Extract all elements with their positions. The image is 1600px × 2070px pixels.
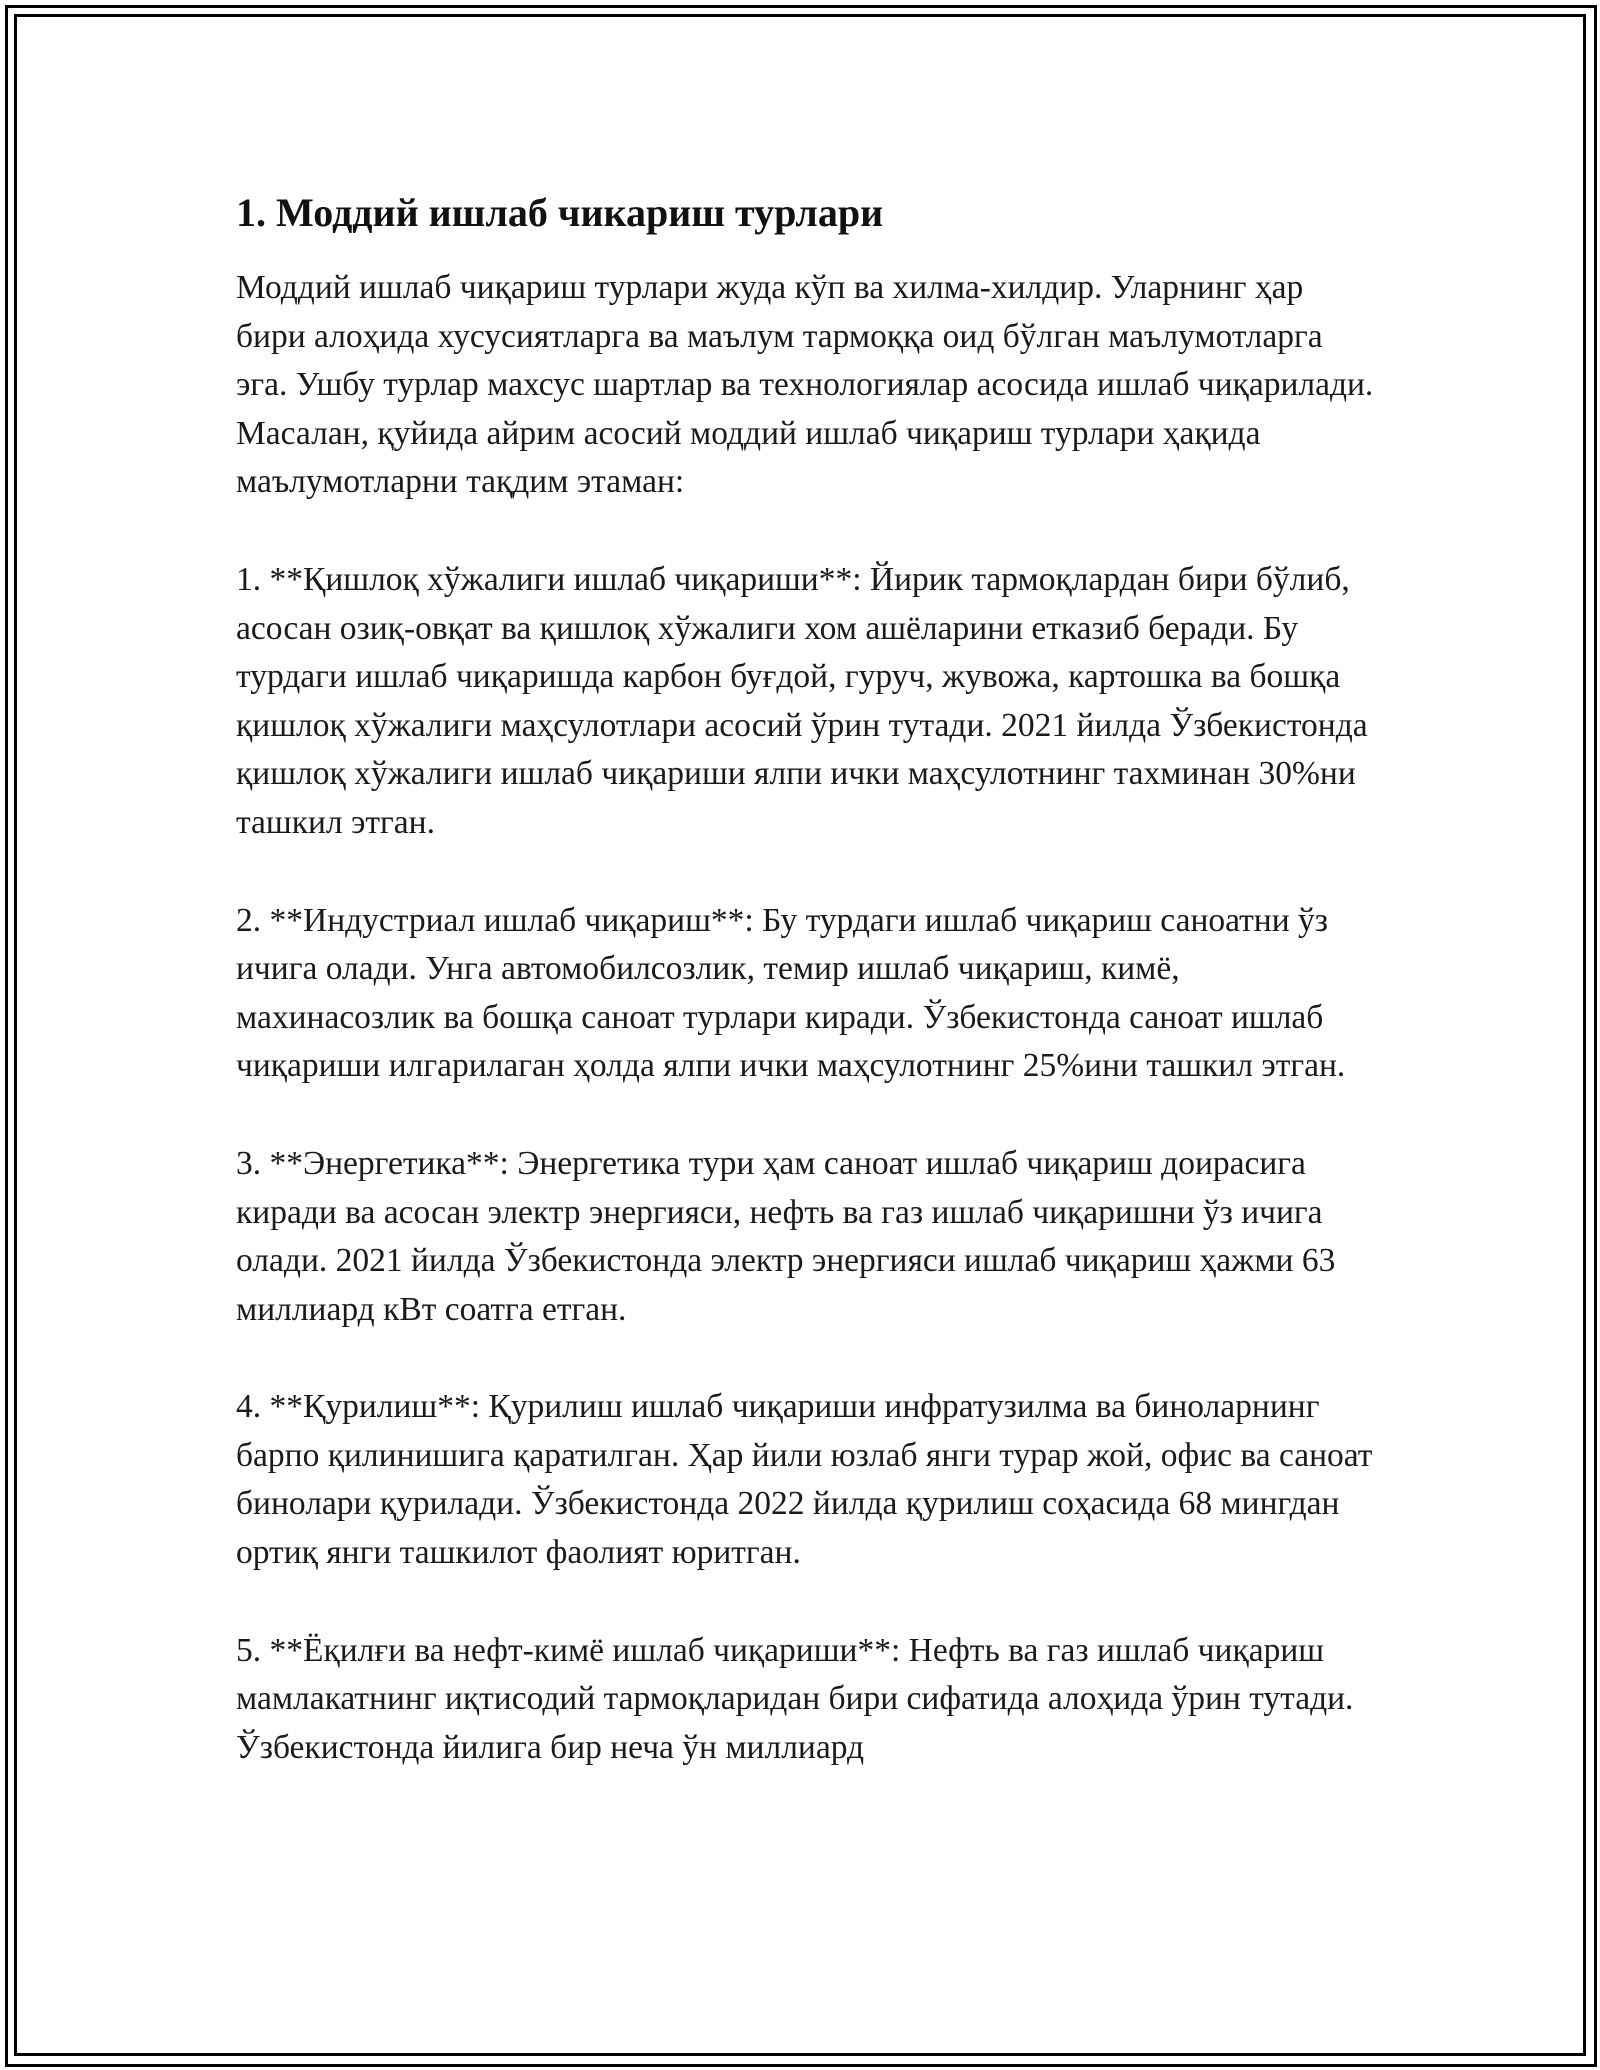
intro-paragraph: Моддий ишлаб чиқариш турлари жуда кўп ва хилма-хилдир. Уларнинг ҳар бири алоҳида хусусиятларга ва маълум тармоққа оид бўлган маълумотларга эга. Ушбу турлар махсус шартлар ва технологиялар асосида ишлаб чиқарилади. Масалан, қуйида айрим асосий моддий ишлаб чиқариш турлари ҳақида маълумотларни тақдим этаман:: [236, 269, 1374, 501]
list-item-construction: 4. **Қурилиш**: Қурилиш ишлаб чиқариши инфратузилма ва биноларнинг барпо қилинишига қаратилган. Ҳар йили юзлаб янги турар жой, офис ва саноат бинолари қурилади. Ўзбекистонда 2022 йилда қурилиш соҳасида 68 мингдан ортиқ янги ташкилот фаолият юритган.: [236, 1388, 1373, 1572]
list-item-fuel-petrochemical: 5. **Ёқилғи ва нефт-кимё ишлаб чиқариши**: Нефть ва газ ишлаб чиқариш мамлакатнинг иқтисодий тармоқларидан бири сифатида алоҳида ўрин тутади. Ўзбекистонда йилига бир неча ўн миллиард: [236, 1631, 1354, 1766]
section-heading: 1. Моддий ишлаб чикариш турлари: [236, 190, 884, 235]
list-item-industrial: 2. **Индустриал ишлаб чиқариш**: Бу турдаги ишлаб чиқариш саноатни ўз ичига олади. Унга автомобилсозлик, темир ишлаб чиқариш, кимё, махинасозлик ва бошқа саноат турлари киради. Ўзбекистонда саноат ишлаб чиқариши илгарилаган ҳолда ялпи ички маҳсулотнинг 25%ини ташкил этган.: [236, 901, 1346, 1085]
document-body: [236, 186, 1376, 1821]
list-item-energy: 3. **Энергетика**: Энергетика тури ҳам саноат ишлаб чиқариш доирасига киради ва асосан электр энергияси, нефть ва газ ишлаб чиқаришни ўз ичига олади. 2021 йилда Ўзбекистонда электр энергияси ишлаб чиқариш ҳажми 63 миллиард кВт соатга етган.: [236, 1144, 1336, 1328]
list-item-agriculture: 1. **Қишлоқ хўжалиги ишлаб чиқариши**: Йирик тармоқлардан бири бўлиб, асосан озиқ-овқат ва қишлоқ хўжалиги хом ашёларини етказиб беради. Бу турдаги ишлаб чиқаришда карбон буғдой, гуруч, жувожа, картошка ва бошқа қишлоқ хўжалиги маҳсулотлари асосий ўрин тутади. 2021 йилда Ўзбекистонда қишлоқ хўжалиги ишлаб чиқариши ялпи ички маҳсулотнинг тахминан 30%ни ташкил этган.: [236, 560, 1368, 841]
